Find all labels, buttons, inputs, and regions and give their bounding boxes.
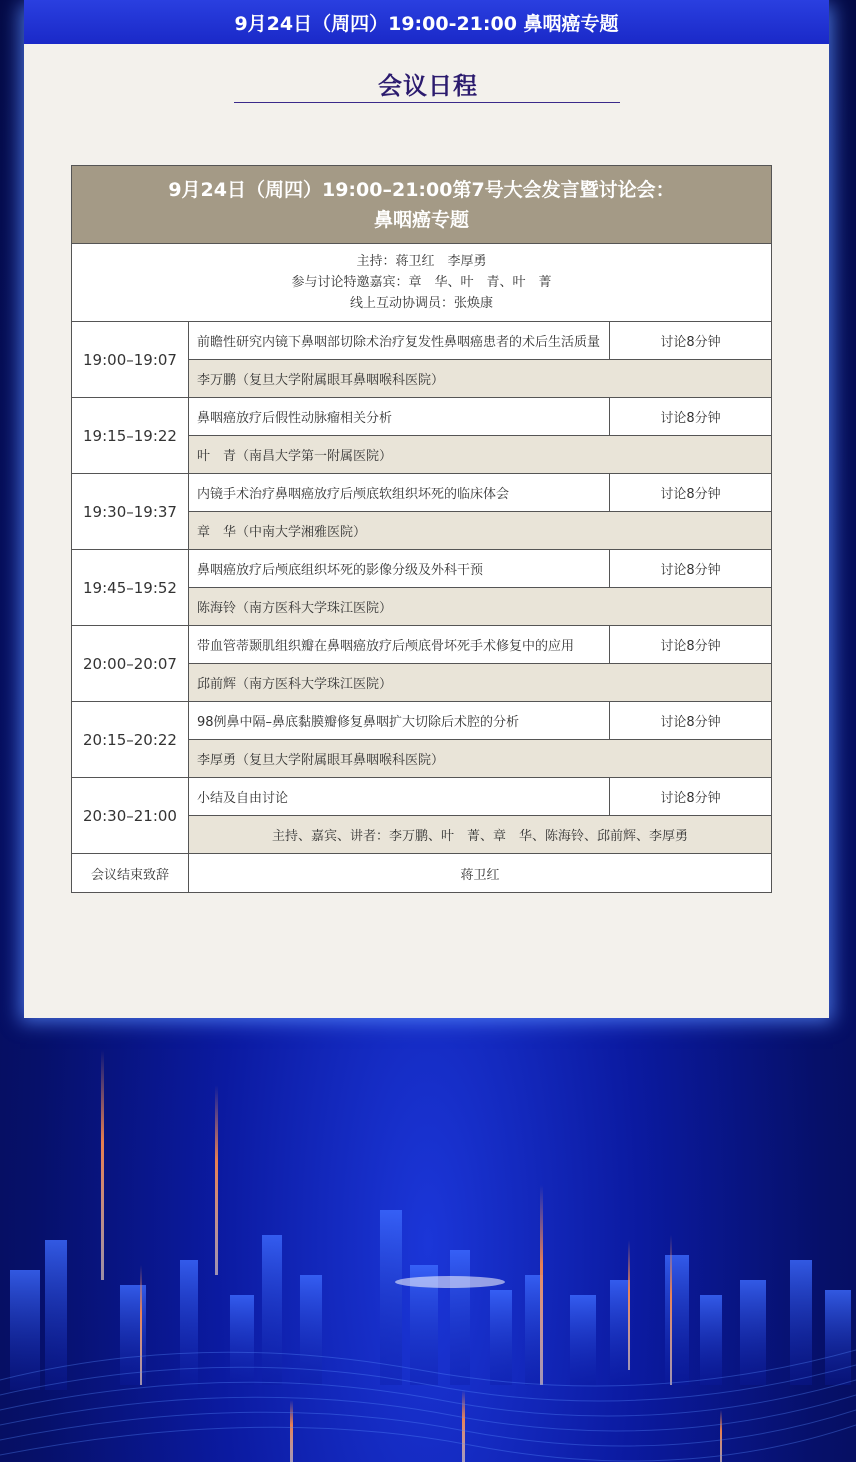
session-time: 19:00–19:07 [72, 322, 189, 398]
session-time: 20:30–21:00 [72, 778, 189, 854]
session-topic: 前瞻性研究内镜下鼻咽部切除术治疗复发性鼻咽癌患者的术后生活质量 [189, 322, 610, 360]
session-topic: 小结及自由讨论 [189, 778, 610, 816]
session-topic: 鼻咽癌放疗后假性动脉瘤相关分析 [189, 398, 610, 436]
table-header-row [72, 166, 772, 244]
schedule-table [71, 165, 772, 893]
session-topic: 鼻咽癌放疗后颅底组织坏死的影像分级及外科干预 [189, 550, 610, 588]
table-header-line2: 鼻咽癌专题 [374, 208, 470, 231]
online-coordinator-line: 线上互动协调员：张焕康 [350, 296, 494, 311]
session-time: 20:00–20:07 [72, 626, 189, 702]
table-row [72, 702, 772, 740]
session-speaker: 叶 青（南昌大学第一附属医院） [189, 436, 772, 474]
discussion-participants: 主持、嘉宾、讲者：李万鹏、叶 菁、章 华、陈海铃、邱前辉、李厚勇 [189, 816, 772, 854]
session-topic: 内镜手术治疗鼻咽癌放疗后颅底软组织坏死的临床体会 [189, 474, 610, 512]
session-time: 19:30–19:37 [72, 474, 189, 550]
table-row [72, 398, 772, 436]
session-speaker: 章 华（中南大学湘雅医院） [189, 512, 772, 550]
discussion-time: 讨论8分钟 [610, 550, 772, 588]
top-banner: 9月24日（周四）19:00-21:00 鼻咽癌专题 [24, 0, 829, 44]
closing-speaker: 蒋卫红 [189, 854, 772, 893]
host-info [72, 244, 772, 322]
table-row [72, 626, 772, 664]
session-topic: 98例鼻中隔–鼻底黏膜瓣修复鼻咽扩大切除后术腔的分析 [189, 702, 610, 740]
discussion-time: 讨论8分钟 [610, 702, 772, 740]
discussion-time: 讨论8分钟 [610, 778, 772, 816]
session-time: 19:45–19:52 [72, 550, 189, 626]
host-row [72, 244, 772, 322]
discussion-time: 讨论8分钟 [610, 322, 772, 360]
table-header [72, 166, 772, 244]
session-speaker: 邱前辉（南方医科大学珠江医院） [189, 664, 772, 702]
table-row [72, 778, 772, 816]
session-speaker: 李厚勇（复旦大学附属眼耳鼻咽喉科医院） [189, 740, 772, 778]
session-speaker: 李万鹏（复旦大学附属眼耳鼻咽喉科医院） [189, 360, 772, 398]
host-line: 主持：蒋卫红 李厚勇 [356, 254, 487, 269]
session-time: 19:15–19:22 [72, 398, 189, 474]
table-row [72, 322, 772, 360]
session-speaker: 陈海铃（南方医科大学珠江医院） [189, 588, 772, 626]
table-header-line1: 9月24日（周四）19:00–21:00第7号大会发言暨讨论会： [168, 178, 675, 201]
discussion-time: 讨论8分钟 [610, 474, 772, 512]
table-row [72, 550, 772, 588]
guests-line: 参与讨论特邀嘉宾：章 华、叶 青、叶 菁 [291, 275, 552, 290]
table-row [72, 474, 772, 512]
title-underline [234, 102, 620, 103]
closing-row [72, 854, 772, 893]
session-time: 20:15–20:22 [72, 702, 189, 778]
closing-label: 会议结束致辞 [72, 854, 189, 893]
section-title: 会议日程 [378, 72, 478, 100]
discussion-time: 讨论8分钟 [610, 626, 772, 664]
session-topic: 带血管蒂颞肌组织瓣在鼻咽癌放疗后颅底骨坏死手术修复中的应用 [189, 626, 610, 664]
discussion-time: 讨论8分钟 [610, 398, 772, 436]
